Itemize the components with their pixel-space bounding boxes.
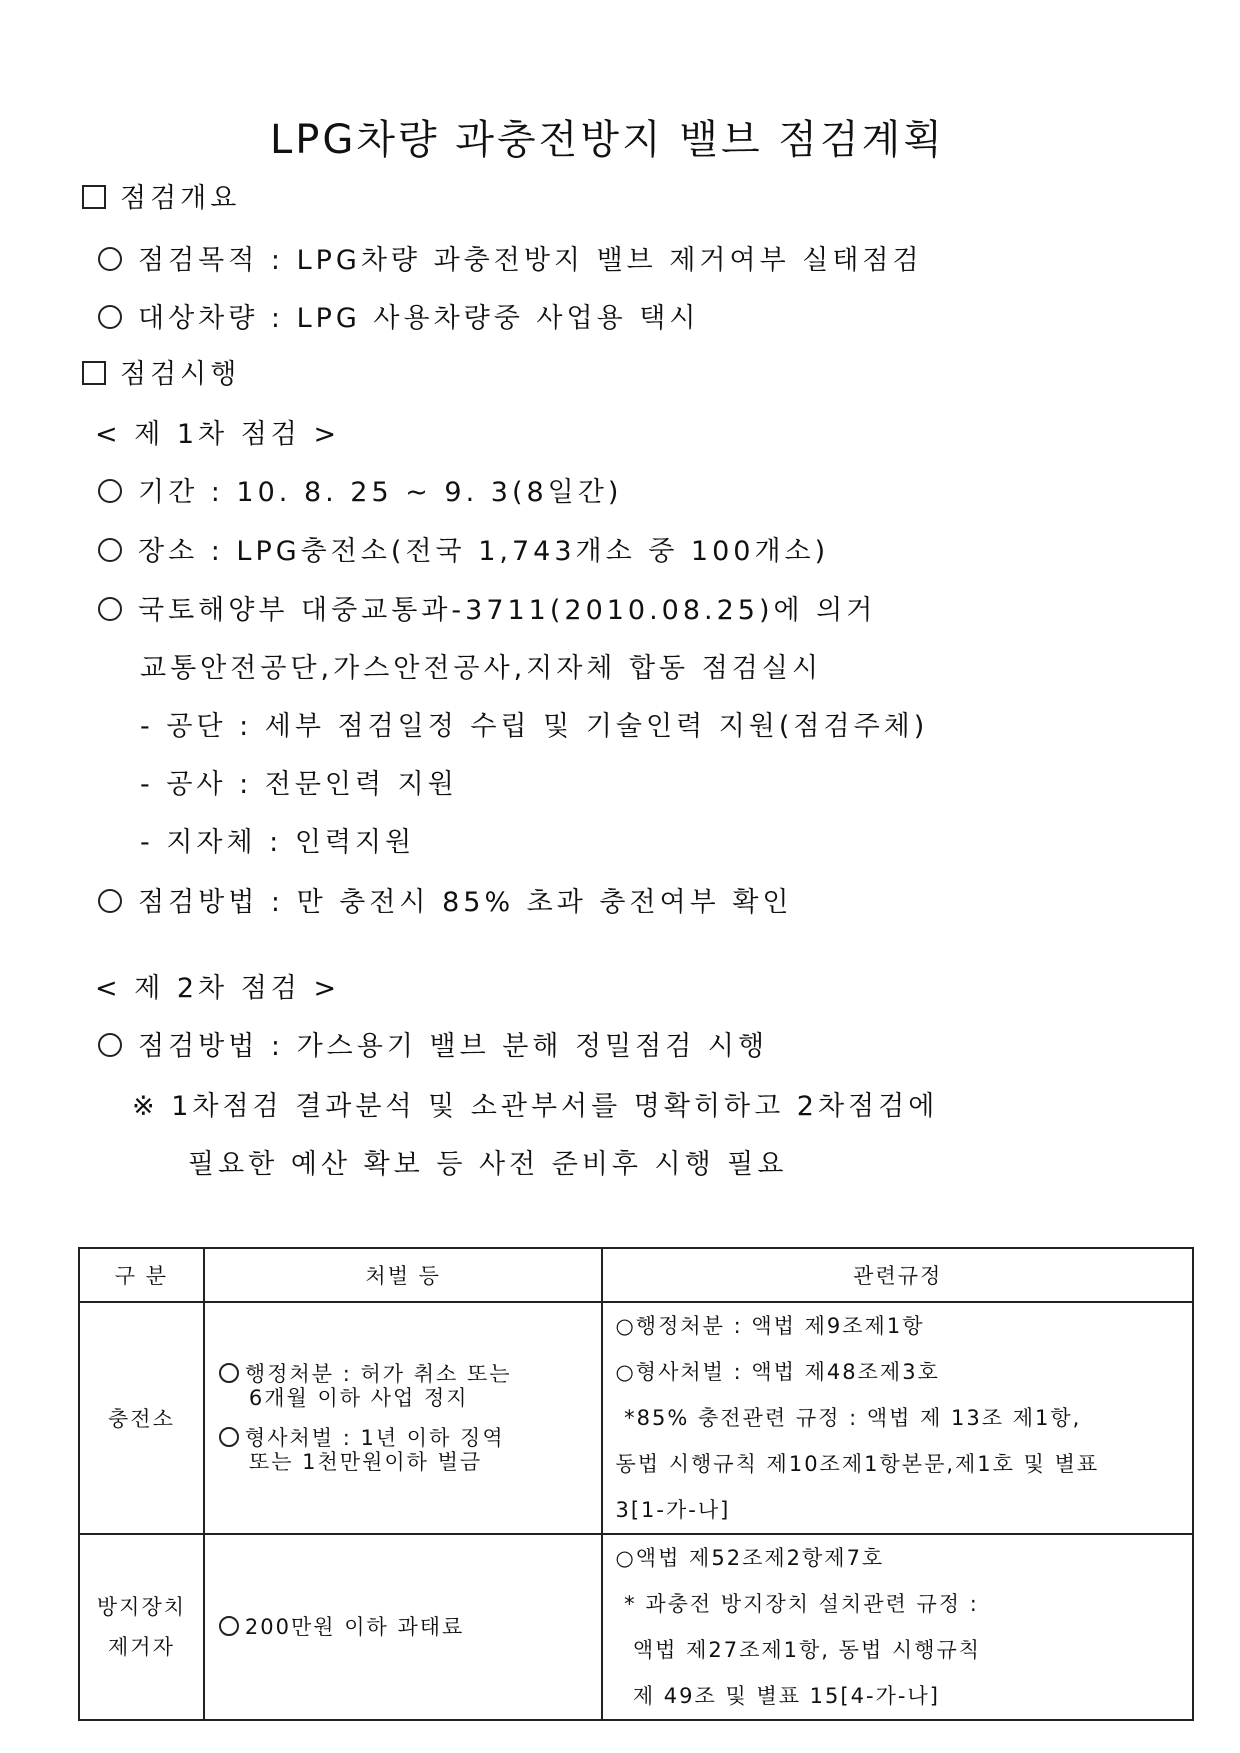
circle-bullet-icon [98, 479, 122, 503]
second-inspection-heading: < 제 2차 점검 > [95, 973, 341, 1004]
regulation-line: 동법 시행규칙 제10조제1항본문,제1호 및 별표 [615, 1452, 1100, 1476]
row-category-text: 충전소 [108, 1407, 175, 1431]
penalty-item [219, 1615, 602, 1639]
table-header-penalty: 처벌 등 [204, 1248, 603, 1302]
second-method-text: 점검방법 : 가스용기 밸브 분해 정밀점검 시행 [138, 1031, 769, 1062]
second-note-line-2: 필요한 예산 확보 등 사전 준비후 시행 필요 [188, 1149, 788, 1180]
penalty-item-line: 또는 1천만원이하 벌금 [248, 1450, 483, 1474]
second-method [98, 1024, 768, 1063]
table-header-row [79, 1248, 1193, 1302]
role-corporation: - 공사 : 전문인력 지원 [140, 769, 458, 800]
regulation-line: 제 49조 및 별표 15[4-가-나] [615, 1684, 940, 1708]
circle-bullet-icon [98, 247, 122, 271]
penalty-item-line: 6개월 이하 사업 정지 [248, 1386, 469, 1410]
penalty-item-cont [219, 1386, 602, 1410]
penalty-regulation-table [78, 1247, 1194, 1721]
first-period-text: 기간 : 10. 8. 25 ~ 9. 3(8일간) [138, 477, 623, 508]
table-header-regulation: 관련규정 [602, 1248, 1193, 1302]
first-place-text: 장소 : LPG충전소(전국 1,743개소 중 100개소) [138, 536, 830, 567]
role-agency: - 공단 : 세부 점검일정 수립 및 기술인력 지원(점검주체) [140, 711, 929, 742]
penalty-item-line: 200만원 이하 과태료 [244, 1615, 465, 1639]
row-regulation [602, 1302, 1193, 1534]
first-basis-continued: 교통안전공단,가스안전공사,지자체 합동 점검실시 [140, 653, 823, 684]
first-period [98, 470, 622, 509]
regulation-line: ○행정처분 : 액법 제9조제1항 [615, 1314, 925, 1338]
penalty-item-line: 행정처분 : 허가 취소 또는 [244, 1362, 512, 1386]
regulation-line: ○형사처벌 : 액법 제48조제3호 [615, 1360, 940, 1384]
overview-heading-text: 점검개요 [120, 183, 241, 214]
first-basis [98, 588, 876, 627]
penalty-item [219, 1362, 602, 1386]
checkbox-square-icon [82, 361, 106, 385]
regulation-line: 액법 제27조제1항, 동법 시행규칙 [615, 1638, 982, 1662]
first-inspection-heading: < 제 1차 점검 > [95, 419, 341, 450]
second-note-line-1: ※ 1차점검 결과분석 및 소관부서를 명확히하고 2차점검에 [132, 1091, 939, 1122]
circle-bullet-icon [219, 1363, 239, 1383]
row-category [79, 1534, 204, 1720]
row-penalty [204, 1534, 603, 1720]
regulation-line: *85% 충전관련 규정 : 액법 제 13조 제1항, [615, 1406, 1082, 1430]
circle-bullet-icon [98, 305, 122, 329]
regulation-line: 3[1-가-나] [615, 1498, 731, 1522]
first-basis-text: 국토해양부 대중교통과-3711(2010.08.25)에 의거 [138, 595, 877, 626]
circle-bullet-icon [98, 889, 122, 913]
overview-item-text: 대상차량 : LPG 사용차량중 사업용 택시 [138, 303, 700, 334]
first-method-text: 점검방법 : 만 충전시 85% 초과 충전여부 확인 [138, 887, 793, 918]
table-row [79, 1302, 1193, 1534]
row-regulation [602, 1534, 1193, 1720]
circle-bullet-icon [98, 538, 122, 562]
regulation-line: ○액법 제52조제2항제7호 [615, 1546, 885, 1570]
checkbox-square-icon [82, 185, 106, 209]
table-header-category: 구 분 [79, 1248, 204, 1302]
overview-item-target [98, 296, 699, 335]
row-category-text: 제거자 [108, 1635, 175, 1659]
execution-heading-text: 점검시행 [120, 359, 241, 390]
circle-bullet-icon [98, 597, 122, 621]
section-execution-heading [82, 352, 240, 391]
circle-bullet-icon [219, 1427, 239, 1447]
penalty-item-cont [219, 1450, 602, 1474]
first-method [98, 880, 793, 919]
penalty-item [219, 1426, 602, 1450]
row-penalty [204, 1302, 603, 1534]
circle-bullet-icon [219, 1616, 239, 1636]
penalty-item-line: 형사처벌 : 1년 이하 징역 [244, 1426, 505, 1450]
page-title: LPG차량 과충전방지 밸브 점검계획 [270, 117, 945, 163]
first-place [98, 529, 829, 568]
circle-bullet-icon [98, 1033, 122, 1057]
table-row [79, 1534, 1193, 1720]
overview-item-text: 점검목적 : LPG차량 과충전방지 밸브 제거여부 실태점검 [138, 245, 923, 276]
section-overview-heading [82, 176, 240, 215]
row-category [79, 1302, 204, 1534]
regulation-line: * 과충전 방지장치 설치관련 규정 : [615, 1592, 979, 1616]
overview-item-purpose [98, 238, 923, 277]
role-local-government: - 지자체 : 인력지원 [140, 827, 416, 858]
row-category-text: 방지장치 [96, 1595, 187, 1619]
